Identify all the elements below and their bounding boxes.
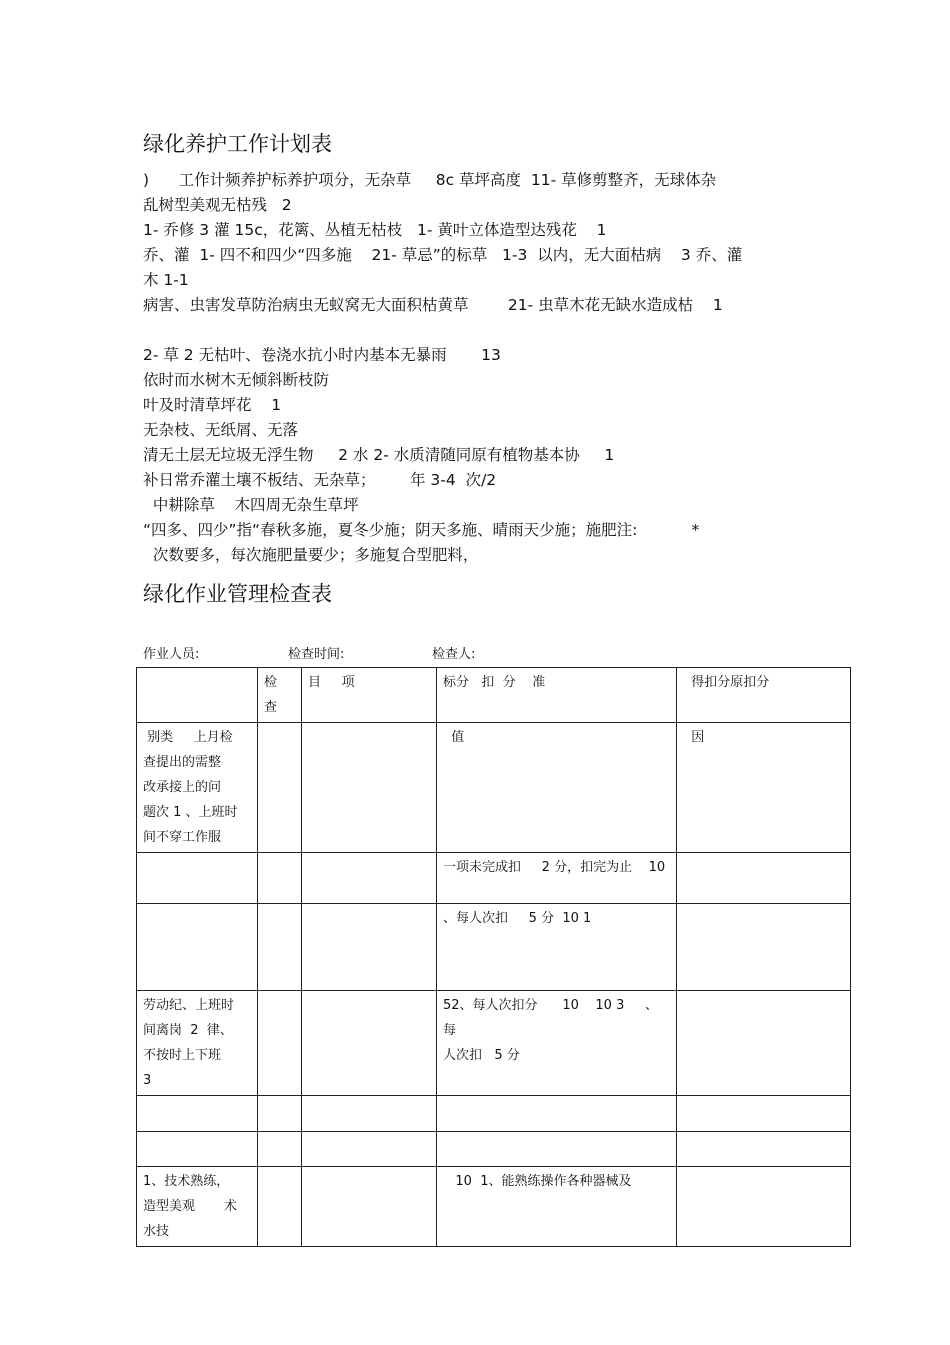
table-row (137, 1167, 851, 1247)
table-cell: 标分 扣 分 准 (437, 668, 677, 723)
table-cell (302, 904, 437, 991)
table-cell (437, 1096, 677, 1132)
plan-line: 无杂枝、无纸屑、无落 (143, 421, 299, 439)
table-cell (258, 723, 302, 853)
inspection-table (136, 667, 851, 1247)
table-cell: 得扣分原扣分 (677, 668, 851, 723)
table-cell: 值 (437, 723, 677, 853)
table-cell (677, 1167, 851, 1247)
table-cell (677, 1132, 851, 1167)
table-cell (137, 668, 258, 723)
table-cell: 检 查 (258, 668, 302, 723)
table-cell (302, 991, 437, 1096)
table-cell (258, 904, 302, 991)
plan-body (143, 168, 823, 568)
table-cell (258, 1096, 302, 1132)
plan-line: 病害、虫害发草防治病虫无蚁窝无大面积枯黄草 21- 虫草木花无缺水造成枯 1 (143, 296, 723, 314)
table-row (137, 1132, 851, 1167)
table-cell: 目 项 (302, 668, 437, 723)
plan-line: 2- 草 2 无枯叶、卷浇水抗小时内基本无暴雨 13 (143, 346, 501, 364)
table-cell (677, 904, 851, 991)
table-cell: 1、技术熟练， 造型美观 术 水技 (137, 1167, 258, 1247)
plan-line: 1- 乔修 3 灌 15c，花篱、丛植无枯枝 1- 黄叶立体造型达残花 1 (143, 221, 607, 239)
table-cell (258, 991, 302, 1096)
checker-label: 检查人: (432, 647, 476, 662)
table-cell (677, 991, 851, 1096)
table-cell: 因 (677, 723, 851, 853)
table-row (137, 668, 851, 723)
inspection-title: 绿化作业管理检查表 (143, 582, 332, 606)
table-cell (677, 853, 851, 904)
plan-line: ) 工作计频养护标养护项分，无杂草 8c 草坪高度 11- 草修剪整齐，无球体杂 (143, 171, 717, 189)
table-row (137, 853, 851, 904)
table-row (137, 991, 851, 1096)
plan-line: 依时而水树木无倾斜断枝防 (143, 371, 330, 389)
table-cell (258, 1167, 302, 1247)
table-cell: 劳动纪、上班时 间离岗 2 律、 不按时上下班 3 (137, 991, 258, 1096)
plan-line: 木 1-1 (143, 271, 189, 289)
plan-line: 乔、灌 1- 四不和四少“四多施 21- 草忌”的标草 1-3 以内，无大面枯病 3 乔、灌 (143, 246, 743, 264)
table-cell (258, 1132, 302, 1167)
plan-line: 清无土层无垃圾无浮生物 2 水 2- 水质清随同原有植物基本协 1 (143, 446, 615, 464)
plan-title: 绿化养护工作计划表 (143, 132, 332, 156)
table-cell (137, 904, 258, 991)
plan-line (143, 318, 823, 343)
table-cell (302, 853, 437, 904)
plan-line: 中耕除草 木四周无杂生草坪 (143, 496, 359, 514)
table-cell (258, 853, 302, 904)
worker-label: 作业人员: (143, 647, 200, 662)
table-cell: 一项未完成扣 2 分，扣完为止 10 (437, 853, 677, 904)
table-row (137, 1096, 851, 1132)
table-cell: 52、每人次扣分 10 10 3 、每 人次扣 5 分 (437, 991, 677, 1096)
table-cell (137, 1096, 258, 1132)
table-cell (302, 1167, 437, 1247)
plan-line: 补日常乔灌土壤不板结、无杂草； 年 3-4 次/2 (143, 471, 497, 489)
check-time-label: 检查时间: (288, 647, 345, 662)
table-cell (302, 723, 437, 853)
table-cell (137, 1132, 258, 1167)
plan-line: “四多、四少”指“春秋多施，夏冬少施；阴天多施、晴雨天少施；施肥注: * (143, 521, 700, 539)
table-row (137, 904, 851, 991)
table-cell: 别类 上月检 查提出的需整 改承接上的问 题次 1 、上班时 间不穿工作服 (137, 723, 258, 853)
table-cell (302, 1096, 437, 1132)
plan-line: 叶及时清草坪花 1 (143, 396, 282, 414)
table-cell (677, 1096, 851, 1132)
table-cell: 、每人次扣 5 分 10 1 (437, 904, 677, 991)
table-row (137, 723, 851, 853)
table-cell (302, 1132, 437, 1167)
table-cell: 10 1、能熟练操作各种器械及 (437, 1167, 677, 1247)
table-cell (137, 853, 258, 904)
plan-line: 乱树型美观无枯残 2 (143, 196, 292, 214)
table-cell (437, 1132, 677, 1167)
plan-line: 次数要多，每次施肥量要少；多施复合型肥料， (143, 546, 479, 564)
